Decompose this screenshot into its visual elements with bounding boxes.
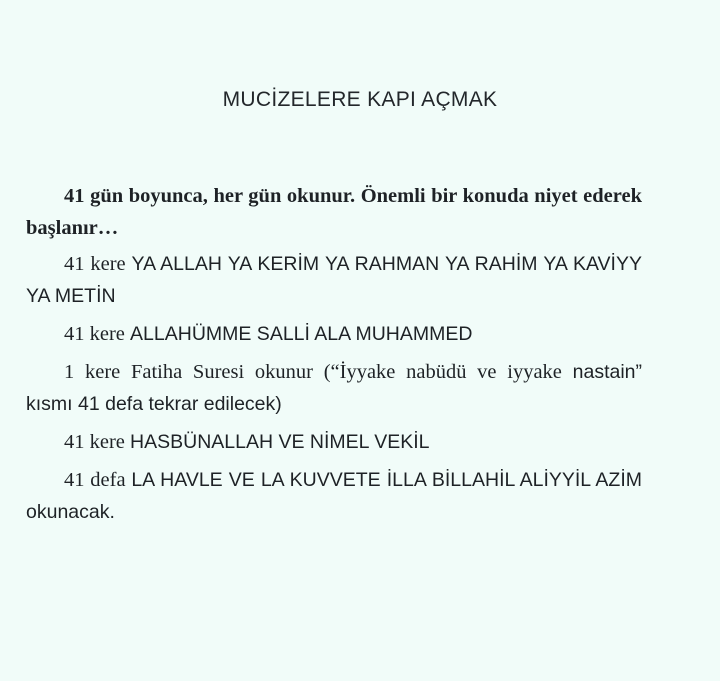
step-4-prefix: 41 kere xyxy=(64,431,131,453)
step-4-text: HASBÜNALLAH VE NİMEL VEKİL xyxy=(130,431,430,453)
step-paragraph-2 xyxy=(26,318,642,350)
step-paragraph-3 xyxy=(26,356,642,420)
step-1-prefix: 41 kere xyxy=(64,253,132,275)
step-paragraph-4 xyxy=(26,426,642,458)
step-paragraph-1 xyxy=(26,248,642,312)
step-1-text: YA ALLAH YA KERİM YA RAHMAN YA RAHİM YA KAVİYY YA METİN xyxy=(26,253,642,307)
step-2-prefix: 41 kere xyxy=(64,323,131,345)
step-3-prefix: 1 kere Fatiha Suresi okunur (“İyyake nabüdü ve iyyake xyxy=(64,361,573,383)
step-2-text: ALLAHÜMME SALLİ ALA MUHAMMED xyxy=(130,323,473,345)
step-3-text: nastain” kısmı 41 defa tekrar edilecek) xyxy=(26,361,642,415)
intro-paragraph: 41 gün boyunca, her gün okunur. Önemli bir konuda niyet ederek başlanır… xyxy=(26,185,642,239)
step-5-text: LA HAVLE VE LA KUVVETE İLLA BİLLAHİL ALİYYİL AZİM xyxy=(131,469,642,491)
page-title: MUCİZELERE KAPI AÇMAK xyxy=(222,88,498,111)
step-5-prefix: 41 defa xyxy=(64,469,132,491)
page-body xyxy=(26,180,642,534)
step-paragraph-5 xyxy=(26,464,642,528)
step-5-suffix: okunacak. xyxy=(26,501,115,523)
